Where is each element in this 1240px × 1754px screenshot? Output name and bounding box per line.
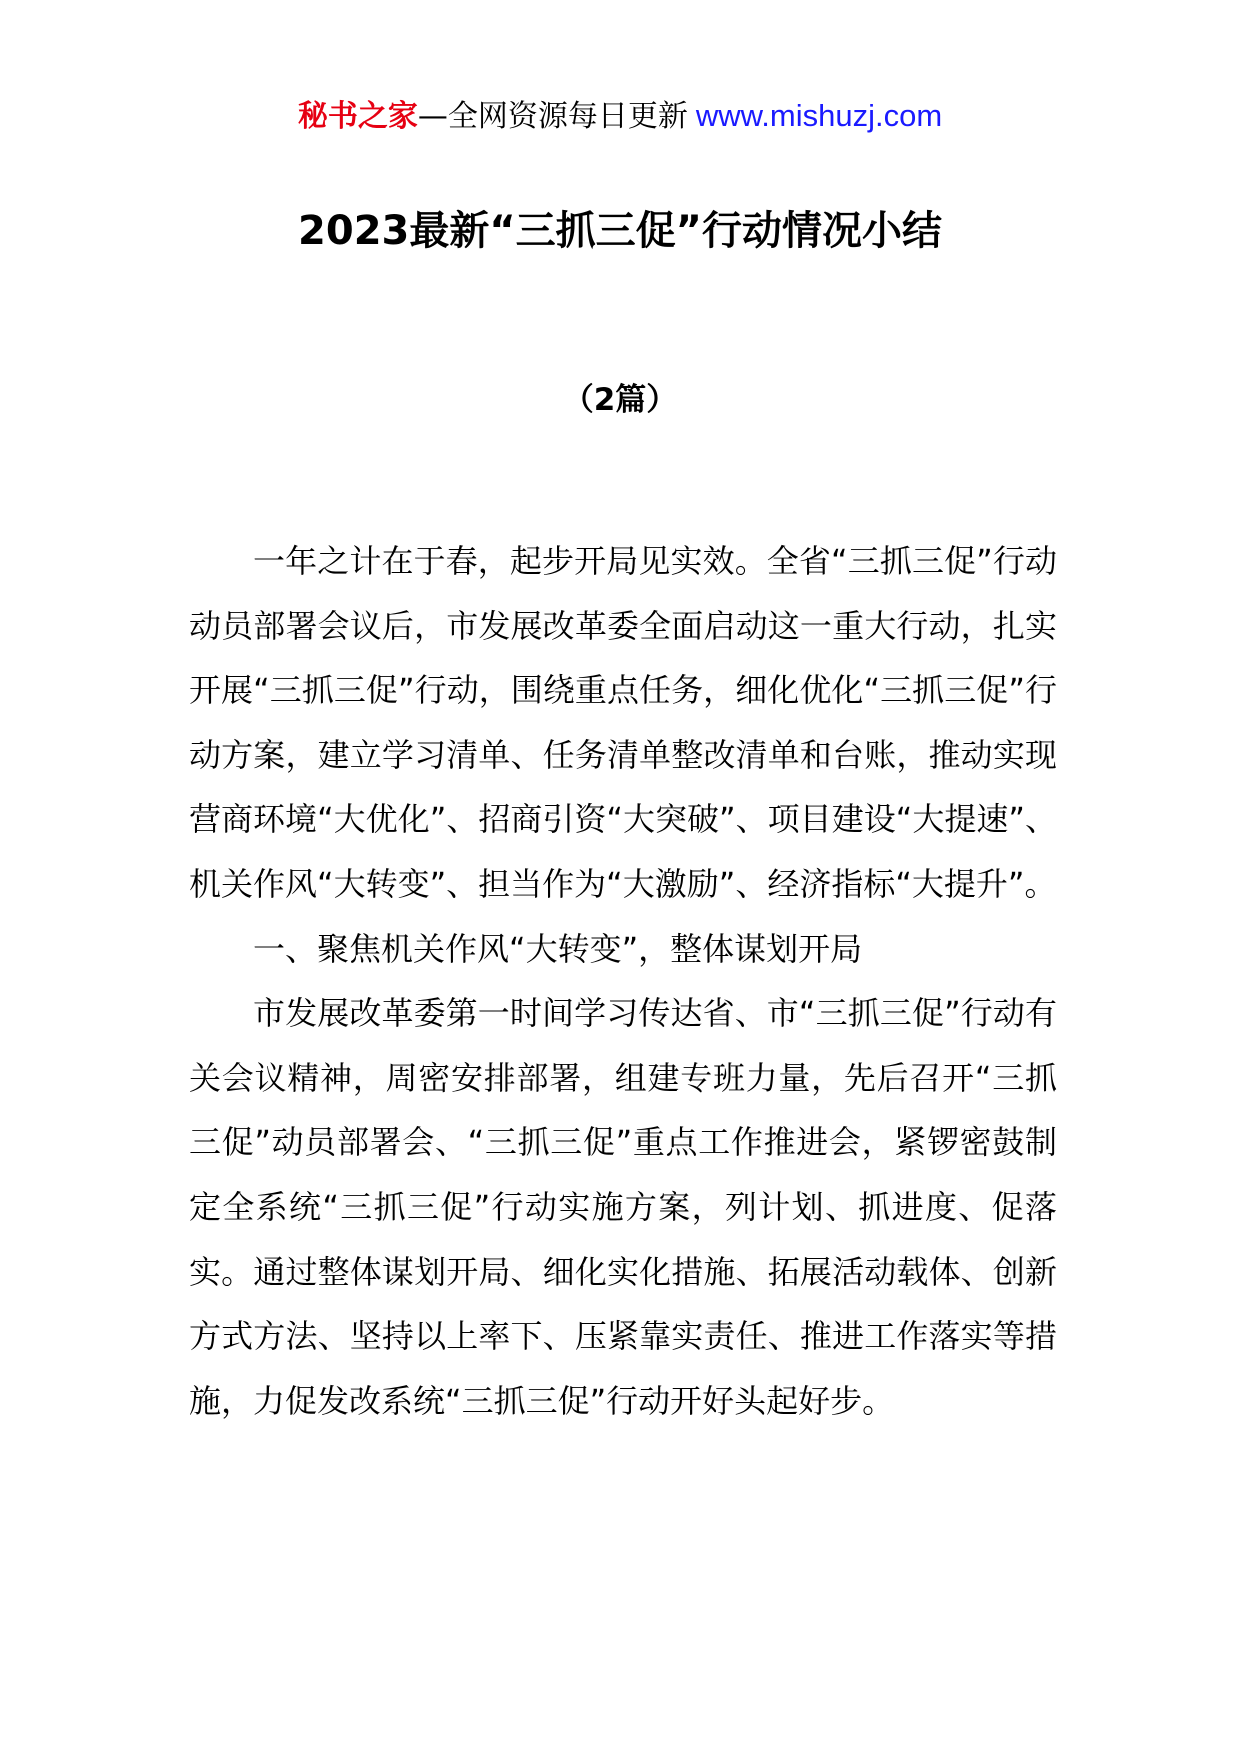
body-paragraph: 一年之计在于春，起步开局见实效。全省“三抓三促”行动动员部署会议后，市发展改革委全面启动这一重大行动，扎实开展“三抓三促”行动，围绕重点任务，细化优化“三抓三促”行动方案，建立学习清单、任务清单整改清单和台账，推动实现营商环境“大优化”、招商引资“大突破”、项目建设“大提速”、机关作风“大转变”、担当作为“大激励”、经济指标“大提升”。 [189,542,1057,903]
site-url-link[interactable]: www.mishuzj.com [695,98,943,133]
document-title: 2023最新“三抓三促”行动情况小结 [298,208,942,254]
body-paragraph: 市发展改革委第一时间学习传达省、市“三抓三促”行动有关会议精神，周密安排部署，组建专班力量，先后召开“三抓三促”动员部署会、“三抓三促”重点工作推进会，紧锣密鼓制定全系统“三抓三促”行动实施方案，列计划、抓进度、促落实。通过整体谋划开局、细化实化措施、拓展活动载体、创新方式方法、坚持以上率下、压紧靠实责任、推进工作落实等措施，力促发改系统“三抓三促”行动开好头起好步。 [189,994,1057,1420]
site-header [0,96,1240,137]
site-brand: 秘书之家 [297,99,418,134]
document-subtitle: （2篇） [562,382,678,418]
section-heading: 一、聚焦机关作风“大转变”，整体谋划开局 [253,929,863,968]
document-body [189,529,1057,1433]
site-slogan: —全网资源每日更新 [417,99,688,134]
